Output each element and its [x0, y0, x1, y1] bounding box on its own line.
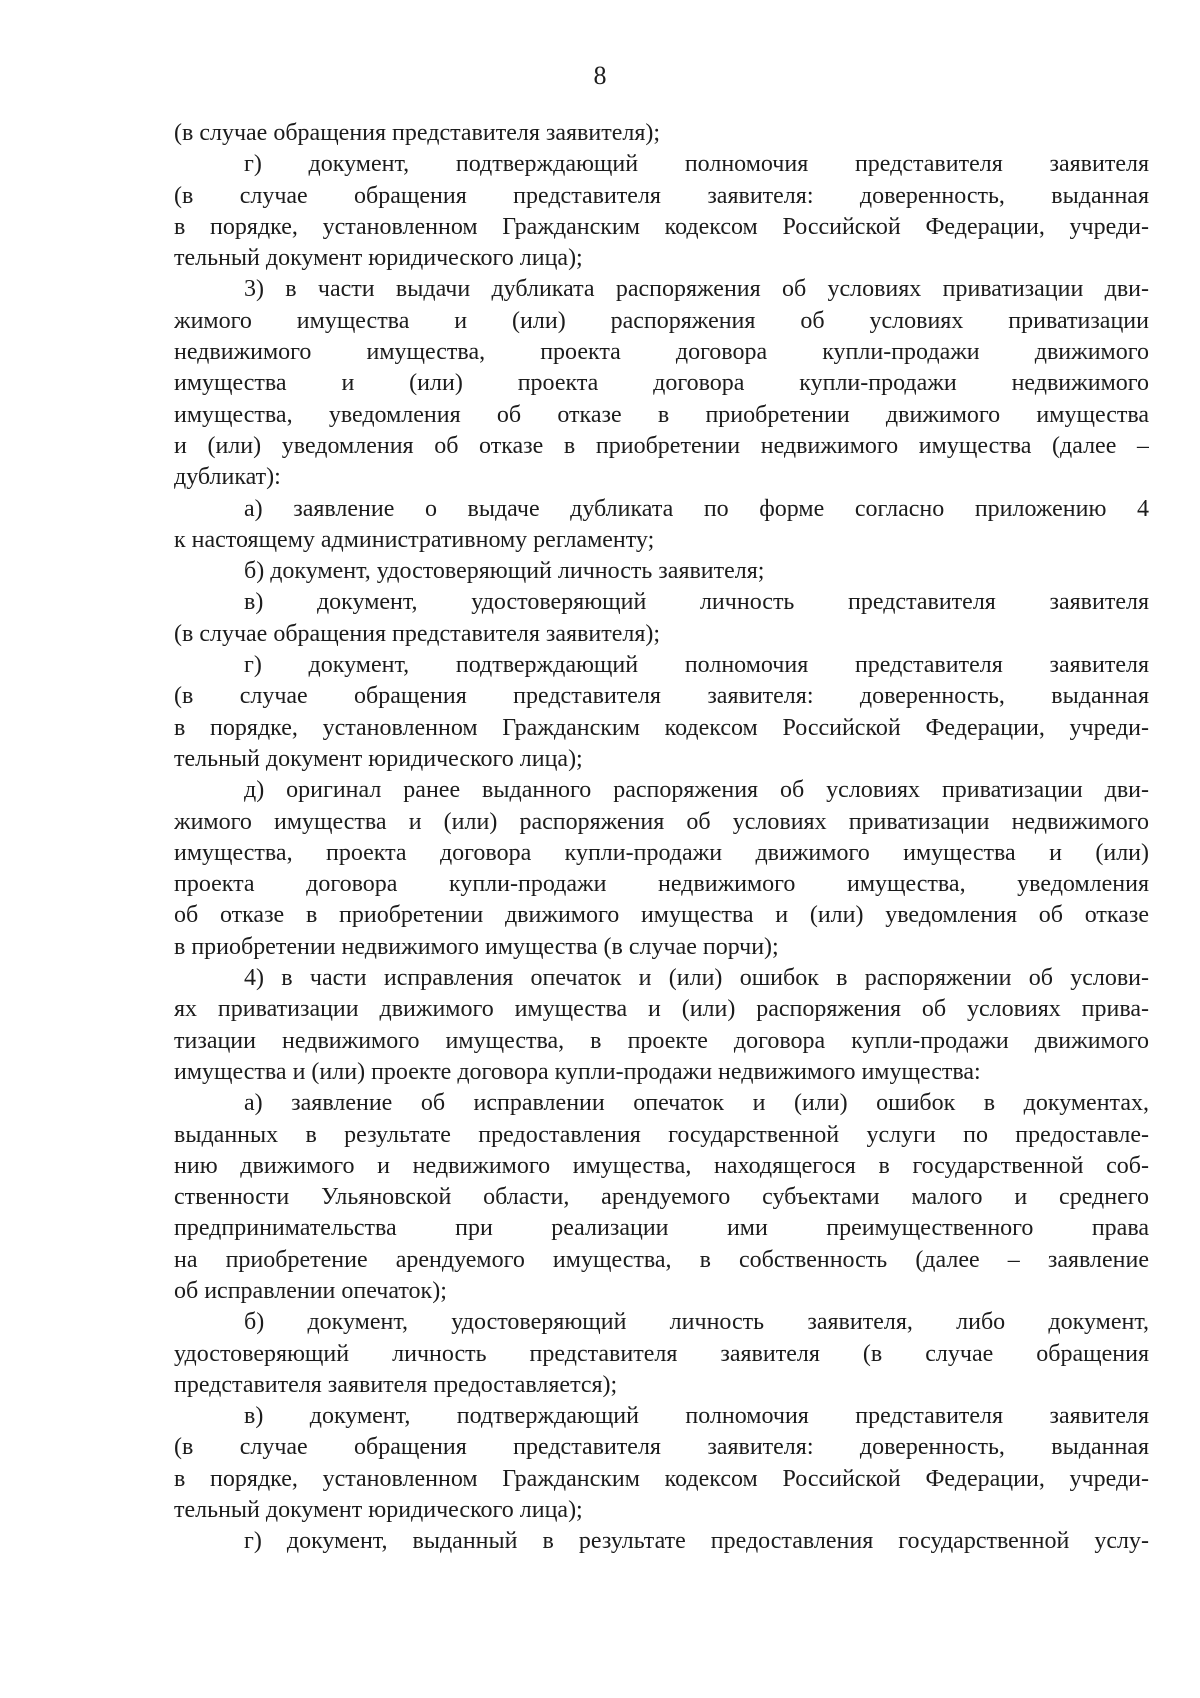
text-line: и (или) уведомления об отказе в приобретении недвижимого имущества (далее –	[174, 432, 1149, 459]
text-line: предпринимательства при реализации ими преимущественного права	[174, 1215, 1149, 1242]
text-line: к настоящему административному регламенту;	[174, 526, 655, 553]
text-line: имущества и (или) проекте договора купли-продажи недвижимого имущества:	[174, 1058, 981, 1085]
text-line: тизации недвижимого имущества, в проекте договора купли-продажи движимого	[174, 1027, 1149, 1054]
text-line: имущества и (или) проекта договора купли-продажи недвижимого	[174, 370, 1149, 397]
text-line: (в случае обращения представителя заявителя: доверенность, выданная	[174, 182, 1149, 209]
text-line: недвижимого имущества, проекта договора купли-продажи движимого	[174, 339, 1149, 366]
text-line: 3) в части выдачи дубликата распоряжения об условиях приватизации дви-	[244, 276, 1149, 303]
text-line: в) документ, удостоверяющий личность представителя заявителя	[244, 589, 1149, 616]
text-line: (в случае обращения представителя заявителя: доверенность, выданная	[174, 683, 1149, 710]
text-line: имущества, проекта договора купли-продажи движимого имущества и (или)	[174, 839, 1149, 866]
text-line: в приобретении недвижимого имущества (в случае порчи);	[174, 933, 779, 960]
text-line: тельный документ юридического лица);	[174, 745, 583, 772]
text-line: 4) в части исправления опечаток и (или) ошибок в распоряжении об услови-	[244, 965, 1149, 992]
text-line: на приобретение арендуемого имущества, в собственность (далее – заявление	[174, 1246, 1149, 1273]
text-line: (в случае обращения представителя заявителя: доверенность, выданная	[174, 1434, 1149, 1461]
text-line: дубликат):	[174, 464, 281, 491]
text-line: проекта договора купли-продажи недвижимого имущества, уведомления	[174, 871, 1149, 898]
text-line: ях приватизации движимого имущества и (или) распоряжения об условиях прива-	[174, 996, 1149, 1023]
document-body	[174, 118, 1149, 1558]
text-line: в) документ, подтверждающий полномочия представителя заявителя	[244, 1403, 1149, 1430]
text-line: имущества, уведомления об отказе в приобретении движимого имущества	[174, 401, 1149, 428]
text-line: в порядке, установленном Гражданским кодексом Российской Федерации, учреди-	[174, 213, 1149, 240]
text-line: об исправлении опечаток);	[174, 1277, 447, 1304]
text-line: г) документ, выданный в результате предоставления государственной услу-	[244, 1528, 1149, 1555]
text-line: д) оригинал ранее выданного распоряжения об условиях приватизации дви-	[244, 777, 1149, 804]
text-line: выданных в результате предоставления государственной услуги по предоставле-	[174, 1121, 1149, 1148]
text-line: (в случае обращения представителя заявителя);	[174, 620, 661, 647]
text-line: ственности Ульяновской области, арендуемого субъектами малого и среднего	[174, 1184, 1149, 1211]
text-line: а) заявление об исправлении опечаток и (или) ошибок в документах,	[244, 1090, 1149, 1117]
text-line: представителя заявителя предоставляется);	[174, 1371, 618, 1398]
text-line: об отказе в приобретении движимого имущества и (или) уведомления об отказе	[174, 902, 1149, 929]
text-line: г) документ, подтверждающий полномочия представителя заявителя	[244, 652, 1149, 679]
text-line: тельный документ юридического лица);	[174, 1497, 583, 1524]
text-line: в порядке, установленном Гражданским кодексом Российской Федерации, учреди-	[174, 1465, 1149, 1492]
text-line: нию движимого и недвижимого имущества, находящегося в государственной соб-	[174, 1152, 1149, 1179]
text-line: (в случае обращения представителя заявителя);	[174, 120, 661, 146]
text-line: в порядке, установленном Гражданским кодексом Российской Федерации, учреди-	[174, 714, 1149, 741]
text-line: удостоверяющий личность представителя заявителя (в случае обращения	[174, 1340, 1149, 1367]
text-line: б) документ, удостоверяющий личность заявителя;	[244, 558, 765, 585]
text-line: г) документ, подтверждающий полномочия представителя заявителя	[244, 151, 1149, 178]
page-number: 8	[593, 61, 607, 90]
text-line: а) заявление о выдаче дубликата по форме согласно приложению 4	[244, 495, 1149, 522]
text-line: б) документ, удостоверяющий личность заявителя, либо документ,	[244, 1309, 1149, 1336]
text-line: тельный документ юридического лица);	[174, 245, 583, 272]
text-line: жимого имущества и (или) распоряжения об условиях приватизации недвижимого	[174, 808, 1149, 835]
text-line: жимого имущества и (или) распоряжения об условиях приватизации	[174, 307, 1149, 334]
